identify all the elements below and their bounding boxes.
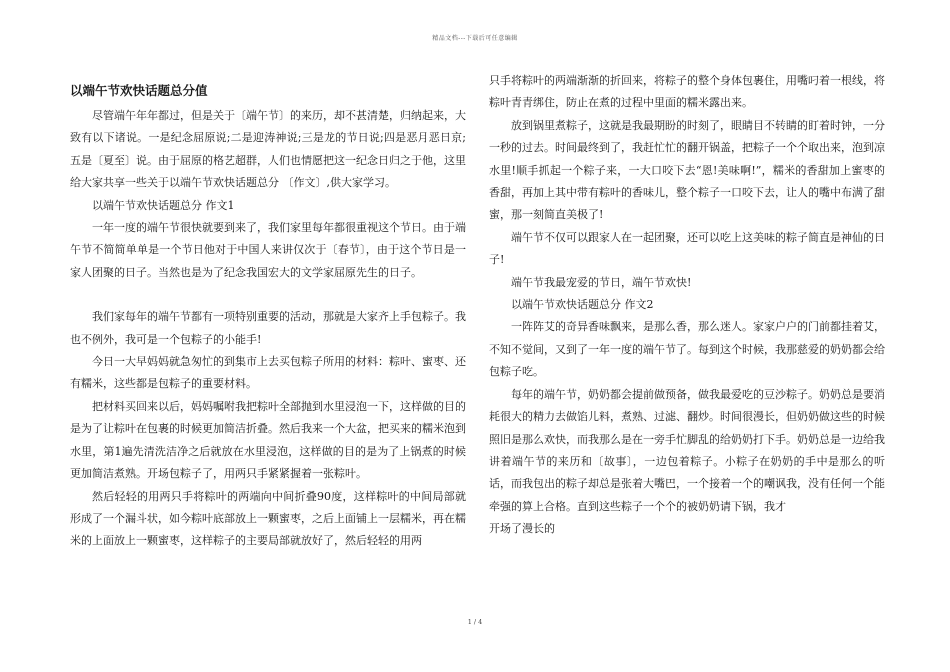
body-paragraph: 一阵阵艾的奇异香味飘来，是那么香，那么迷人。家家户户的门前都挂着艾，不知不觉间，又到了一年一度的端午节了。每到这个时候，我那慈爱的奶奶都会给包粽子吃。 <box>489 320 885 379</box>
body-paragraph: 我们家每年的端午节都有一项特别重要的活动，那就是大家齐上手包粽子。我也不例外，我可是一个包粽子的小能手! <box>70 310 466 346</box>
left-column <box>70 72 466 553</box>
body-paragraph: 放到锅里煮粽子，这就是我最期盼的时刻了，眼睛目不转睛的盯着时钟，一分一秒的过去。时间最终到了，我赶忙忙的翻开锅盖，把粽子一个个取出来，泡到凉水里!顺手抓起一个粽子来，一大口咬下去“恩!美味啊!”，糯米的香甜加上蜜枣的香甜，再加上其中带有粽叶的香味儿，整个粽子一口咬下去，让人的嘴中布满了甜蜜，那一刻简直美极了! <box>489 118 885 222</box>
page-header: 精品文档---下载后可任意编辑 <box>432 35 518 42</box>
document-title: 以端午节欢快话题总分值 <box>70 83 208 98</box>
essay2-heading: 以端午节欢快话题总分 作文2 <box>511 298 654 312</box>
body-paragraph: 端午节不仅可以跟家人在一起团聚，还可以吃上这美味的粽子简直是神仙的日子! <box>489 230 885 267</box>
essay1-heading: 以端午节欢快话题总分 作文1 <box>92 198 235 212</box>
body-paragraph: 把材料买回来以后，妈妈嘱咐我把粽叶全部抛到水里浸泡一下，这样做的目的是为了让粽叶在包裹的时候更加简洁折叠。然后我来一个大盆，把买来的糯米泡到水里，第1遍先清洗洁净之后就放在水里浸泡，这样做的目的是为了上锅煮的时候更加简洁煮熟。开场包粽子了，用两只手紧紧握着一张粽叶。 <box>70 399 466 481</box>
page-number: 1 / 4 <box>467 618 483 626</box>
body-paragraph: 端午节我最宠爱的节日，端午节欢快! <box>511 275 692 289</box>
continued-paragraph: 只手将粽叶的两端渐渐的折回来，将粽子的整个身体包裹住，用嘴叼着一根线，将粽叶青青绑住，防止在煮的过程中里面的糯米露出来。 <box>489 74 885 110</box>
body-paragraph: 每年的端午节，奶奶都会提前做预备，做我最爱吃的豆沙粽子。奶奶总是要消耗很大的精力去做馅儿料，煮熟、过滤、翻炒。时间很漫长，但奶奶做这些的时候照旧是那么欢快，而我那么是在一旁手忙脚乱的给奶奶打下手。奶奶总是一边给我讲着端午节的来历和〔故事〕，一边包着粽子。小粽子在奶奶的手中是那么的听话，而我包出的粽子却总是张着大嘴巴，一个接着一个的嘲讽我，没有任何一个能牵强的算上合格。直到这些粽子一个个的被奶奶请下锅，我才 <box>489 387 885 513</box>
right-column <box>489 70 885 541</box>
body-paragraph: 然后轻轻的用两只手将粽叶的两端向中间折叠90度，这样粽叶的中间局部就形成了一个漏斗状，如今粽叶底部放上一颗蜜枣，之后上面铺上一层糯米，再在糯米的上面放上一颗蜜枣，这样粽子的主要局部就放好了，然后轻轻的用两 <box>70 489 466 548</box>
continued-tail: 开场了漫长的 <box>489 522 555 536</box>
body-paragraph: 今日一大早妈妈就急匆忙的到集市上去买包粽子所用的材料：粽叶、蜜枣、还有糯米，这些都是包粽子的重要材料。 <box>70 355 466 391</box>
body-paragraph: 一年一度的端午节很快就要到来了，我们家里每年都很重视这个节日。由于端午节不简简单单是一个节日他对于中国人来讲仅次于〔春节〕，由于这个节日是一家人团聚的日子。当然也是为了纪念我国宏大的文学家屈原先生的日子。 <box>70 221 466 279</box>
intro-paragraph: 尽管端午年年都过，但是关于〔端午节〕的来历，却不甚清楚，归纳起来，大致有以下诸说。一是纪念屈原说;二是迎涛神说;三是龙的节日说;四是恶月恶日京;五是〔夏至〕说。由于屈原的格艺超群，人们也情愿把这一纪念日归之于他，这里给大家共享一些关于以端午节欢快话题总分 〔作文〕,供大家学习。 <box>70 109 466 190</box>
paragraph-gap <box>70 284 466 306</box>
